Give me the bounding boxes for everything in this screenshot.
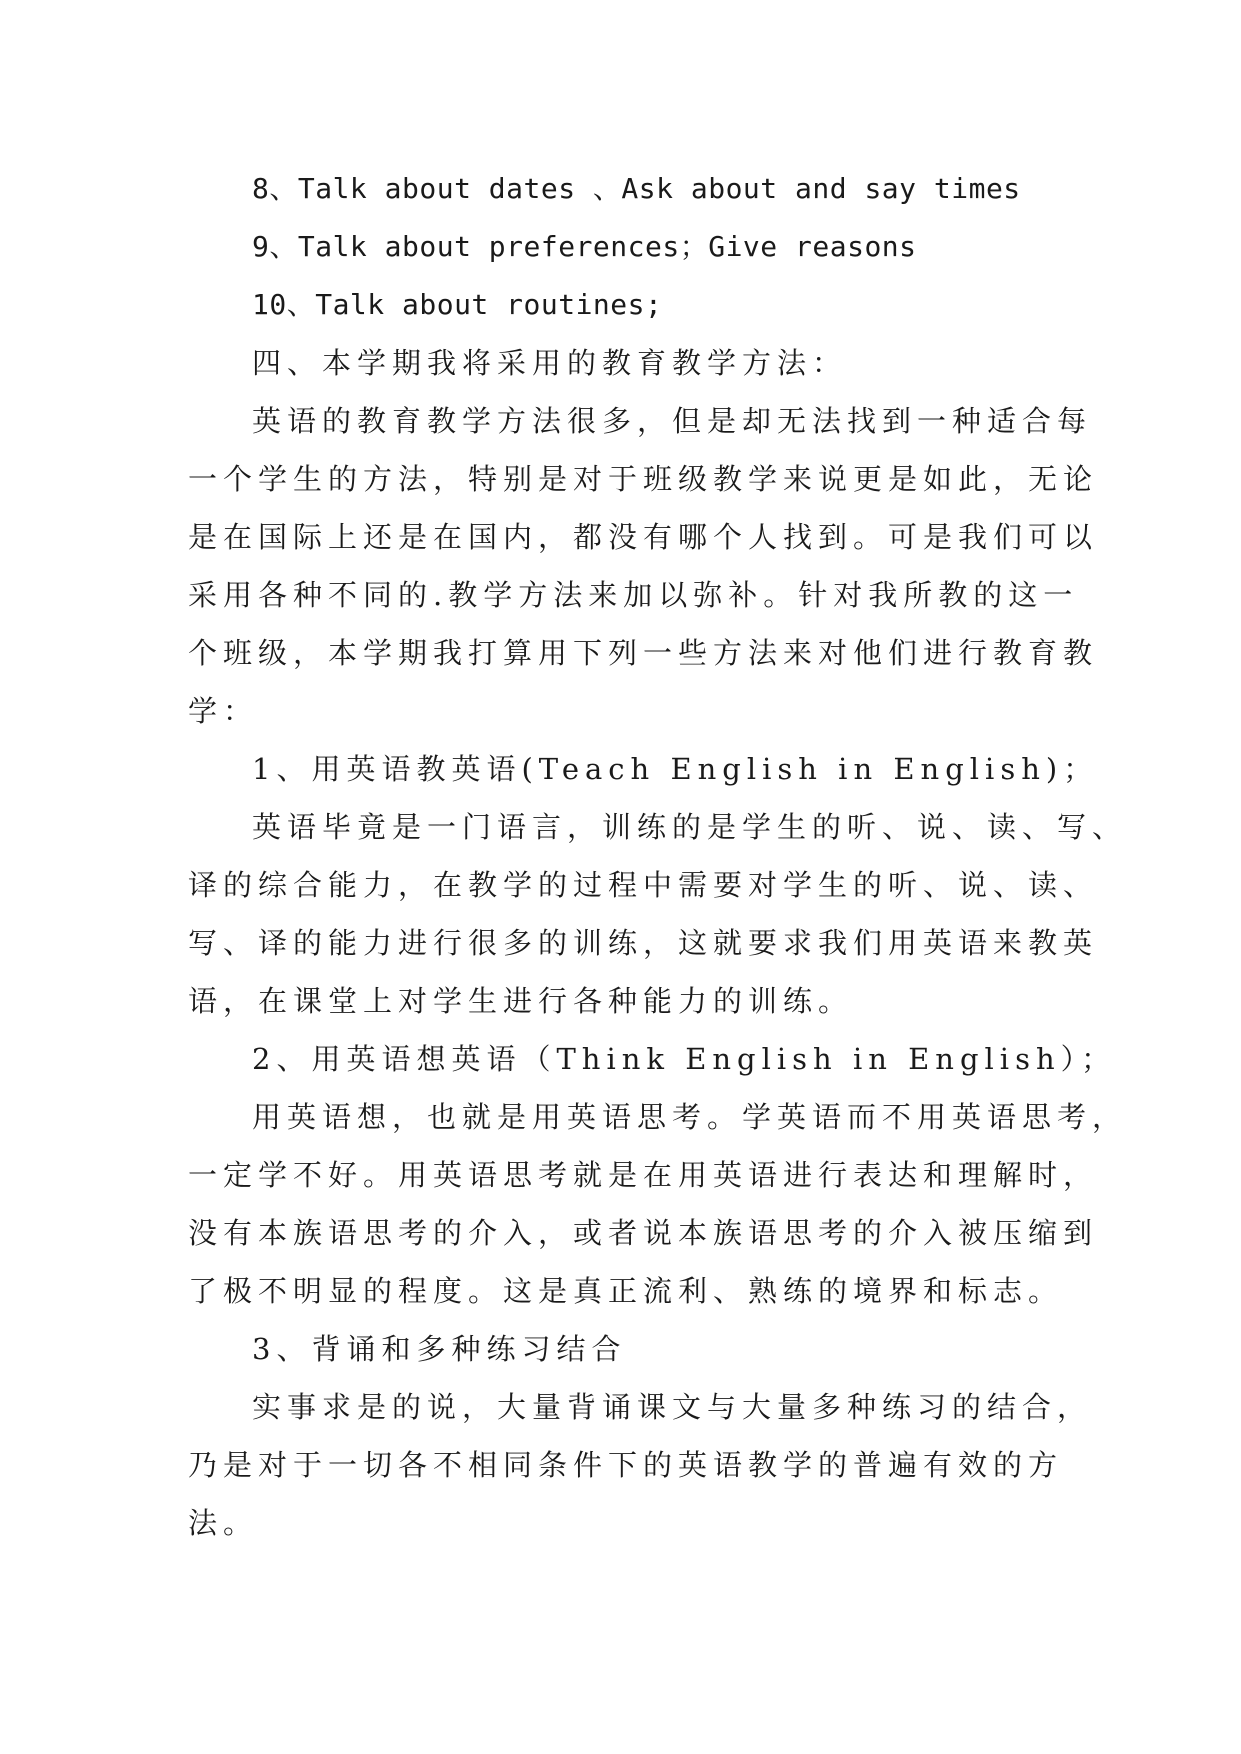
paragraph-line: 英语毕竟是一门语言，训练的是学生的听、说、读、写、 [252, 810, 1128, 844]
paragraph-line: 没有本族语思考的介入，或者说本族语思考的介入被压缩到 [188, 1216, 1099, 1250]
paragraph-line: 英语的教育教学方法很多，但是却无法找到一种适合每 [252, 404, 1093, 438]
method-heading-1: 1、用英语教英语(Teach English in English)； [252, 752, 1099, 786]
list-item-9: 9、Talk about preferences；Give reasons [252, 230, 917, 263]
paragraph-line: 语，在课堂上对学生进行各种能力的训练。 [188, 984, 854, 1018]
paragraph-line: 一个学生的方法，特别是对于班级教学来说更是如此，无论 [188, 462, 1099, 496]
paragraph-line: 实事求是的说，大量背诵课文与大量多种练习的结合， [252, 1390, 1093, 1424]
list-item-8: 8、Talk about dates 、Ask about and say times [252, 172, 1021, 205]
paragraph-line: 采用各种不同的.教学方法来加以弥补。针对我所教的这一 [188, 578, 1079, 612]
paragraph-line: 法。 [188, 1506, 259, 1540]
list-item-10: 10、Talk about routines; [252, 288, 663, 321]
paragraph-line: 一定学不好。用英语思考就是在用英语进行表达和理解时， [188, 1158, 1099, 1192]
document-body [188, 160, 1128, 1552]
method-heading-2: 2、用英语想英语（Think English in English）； [252, 1042, 1117, 1076]
paragraph-line: 译的综合能力，在教学的过程中需要对学生的听、说、读、 [188, 868, 1099, 902]
method-heading-3: 3、背诵和多种练习结合 [252, 1332, 627, 1366]
paragraph-line: 乃是对于一切各不相同条件下的英语教学的普遍有效的方 [188, 1448, 1064, 1482]
paragraph-line: 学： [188, 694, 259, 728]
paragraph-line: 是在国际上还是在国内，都没有哪个人找到。可是我们可以 [188, 520, 1099, 554]
section-heading-4: 四、本学期我将采用的教育教学方法： [252, 346, 848, 380]
paragraph-line: 写、译的能力进行很多的训练，这就要求我们用英语来教英 [188, 926, 1099, 960]
paragraph-line: 用英语想，也就是用英语思考。学英语而不用英语思考， [252, 1100, 1128, 1134]
paragraph-line: 个班级，本学期我打算用下列一些方法来对他们进行教育教 [188, 636, 1099, 670]
paragraph-line: 了极不明显的程度。这是真正流利、熟练的境界和标志。 [188, 1274, 1064, 1308]
